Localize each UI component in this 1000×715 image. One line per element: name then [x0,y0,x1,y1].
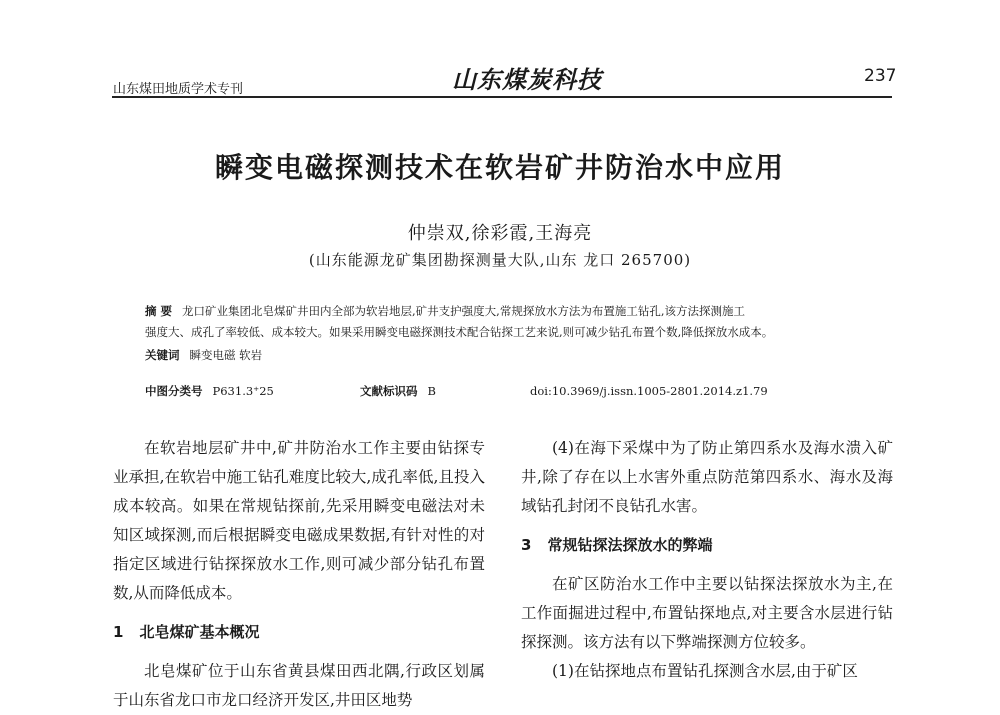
abstract-line-2 [145,322,885,342]
right-column [521,434,893,686]
intro-paragraph: 在软岩地层矿井中,矿井防治水工作主要由钻探专业承担,在软岩中施工钻孔难度比较大,成孔率低,且投入成本较高。如果在常规钻探前,先采用瞬变电磁法对未知区域探测,而后根据瞬变电磁成果数据,有针对性的对指定区域进行钻探探放水工作,则可减少部分钻孔布置数,从而降低成本。 [113,439,485,602]
section-1-paragraph: 北皂煤矿位于山东省黄县煤田西北隅,行政区划属于山东省龙口市龙口经济开发区,井田区地势 [113,662,485,709]
clc-value: P631.3⁺25 [212,384,274,398]
section-1-title: 北皂煤矿基本概况 [139,623,260,641]
doc-code-value: B [427,384,436,398]
classification-line [145,381,885,401]
section-1-number: 1 [113,623,124,641]
header-rule [112,96,892,98]
authors: 仲崇双,徐彩霞,王海亮 [407,223,593,244]
section-1-heading [113,618,485,647]
section-3-paragraph: 在矿区防治水工作中主要以钻探法探放水为主,在工作面掘进过程中,布置钻探地点,对主要含水层进行钻探探测。该方法有以下弊端探测方位较多。 [521,575,893,651]
journal-name: 山东煤炭科技 [452,65,602,94]
affiliation: (山东能源龙矿集团勘探测量大队,山东 龙口 265700) [308,251,692,269]
doc-code-label: 文献标识码 [360,384,418,398]
doi: doi:10.3969/j.issn.1005-2801.2014.z1.79 [530,384,768,398]
section-3-heading [521,531,893,560]
item-1-paragraph: (1)在钻探地点布置钻孔探测含水层,由于矿区 [552,662,858,680]
section-3-number: 3 [521,536,532,554]
left-column [113,434,485,715]
clc-label: 中图分类号 [145,384,203,398]
keywords-text: 瞬变电磁 软岩 [189,348,263,362]
section-3-title: 常规钻探法探放水的弊端 [547,536,713,554]
keywords-line [145,345,885,365]
abstract-text-2: 强度大、成孔了率较低、成本较大。如果采用瞬变电磁探测技术配合钻探工艺来说,则可减少钻孔布置个数,降低探放水成本。 [145,325,774,339]
article-title: 瞬变电磁探测技术在软岩矿井防治水中应用 [214,151,785,184]
abstract-label: 摘 要 [145,304,173,318]
page-number: 237 [864,66,897,86]
keywords-label: 关键词 [145,348,180,362]
journal-special-issue: 山东煤田地质学术专刊 [113,82,244,97]
item-4-paragraph: (4)在海下采煤中为了防止第四系水及海水溃入矿井,除了存在以上水害外重点防范第四系水、海水及海域钻孔封闭不良钻孔水害。 [521,439,893,515]
abstract-text-1: 龙口矿业集团北皂煤矿井田内全部为软岩地层,矿井支护强度大,常规探放水方法为布置施工钻孔,该方法探测施工 [182,304,745,318]
abstract-line-1 [145,301,885,321]
